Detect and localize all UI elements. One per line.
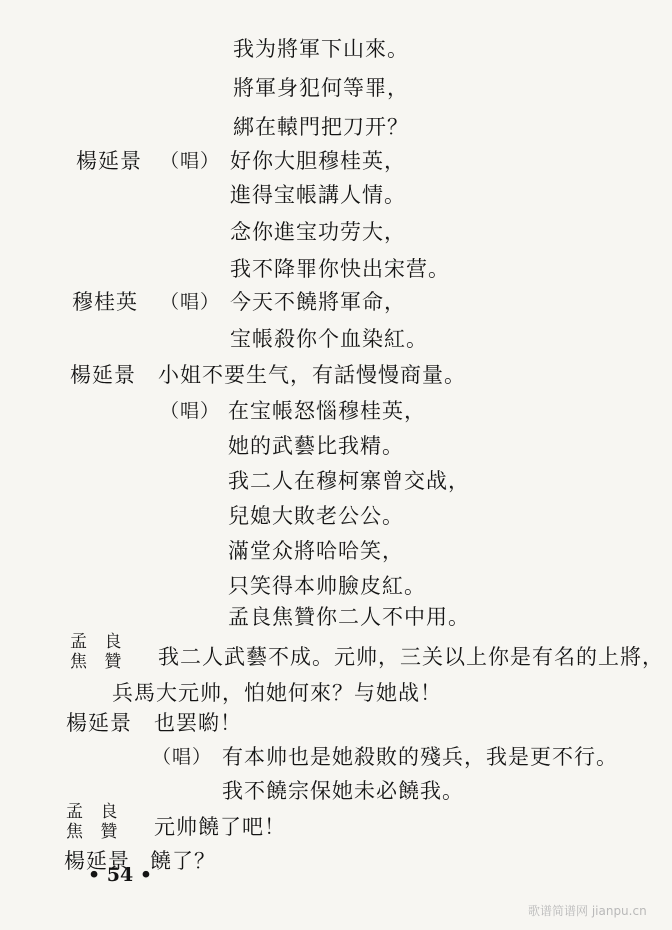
speaker-name: 楊延景 — [66, 711, 132, 735]
dialogue-line: 也罢喲！ — [154, 711, 242, 735]
lyric-line: 今天不饒將軍命， — [230, 290, 406, 314]
page-number: • 54 • — [88, 864, 152, 886]
dialogue-line: 饒了？ — [150, 849, 216, 873]
lyric-line: 我为將軍下山來。 — [233, 37, 409, 61]
speaker-name: 焦 贊 — [66, 822, 124, 842]
sing-cue: （唱） — [160, 400, 221, 422]
speaker-name: 孟 良 — [70, 632, 128, 652]
speaker-name: 焦 贊 — [70, 652, 128, 672]
lyric-line: 有本帅也是她殺敗的殘兵，我是更不行。 — [222, 745, 618, 769]
lyric-line: 進得宝帳講人情。 — [230, 183, 406, 207]
lyric-line: 綁在轅門把刀开？ — [233, 115, 409, 139]
speaker-name: 楊延景 — [70, 363, 136, 387]
dialogue-line: 小姐不要生气，有話慢慢商量。 — [158, 363, 466, 387]
lyric-line: 我不降罪你快出宋营。 — [230, 257, 450, 281]
lyric-line: 只笑得本帅臉皮紅。 — [228, 574, 426, 598]
speaker-name: 孟 良 — [66, 802, 124, 822]
lyric-line: 我不饒宗保她未必饒我。 — [222, 779, 464, 803]
dialogue-line: 我二人武藝不成。元帅，三关以上你是有名的上將， — [158, 645, 664, 669]
dialogue-line: 兵馬大元帅，怕她何來？与她战！ — [112, 681, 442, 705]
watermark: 歌谱简谱网 jianpu.cn — [528, 904, 647, 918]
sing-cue: （唱） — [152, 746, 213, 768]
lyric-line: 在宝帳怒惱穆桂英， — [228, 399, 426, 423]
lyric-line: 宝帳殺你个血染紅。 — [230, 327, 428, 351]
lyric-line: 兒媳大敗老公公。 — [228, 504, 404, 528]
speaker-name: 楊延景 — [64, 849, 130, 873]
dialogue-line: 元帅饒了吧！ — [154, 815, 286, 839]
lyric-line: 孟良焦贊你二人不中用。 — [228, 605, 470, 629]
speaker-name: 穆桂英 — [72, 290, 138, 314]
lyric-line: 我二人在穆柯寨曾交战， — [228, 469, 470, 493]
lyric-line: 將軍身犯何等罪， — [233, 76, 409, 100]
sing-cue: （唱） — [160, 291, 221, 313]
lyric-line: 好你大胆穆桂英， — [230, 149, 406, 173]
speaker-name: 楊延景 — [76, 149, 142, 173]
lyric-line: 她的武藝比我精。 — [228, 434, 404, 458]
lyric-line: 滿堂众將哈哈笑， — [228, 539, 404, 563]
lyric-line: 念你進宝功劳大， — [230, 220, 406, 244]
sing-cue: （唱） — [160, 150, 221, 172]
